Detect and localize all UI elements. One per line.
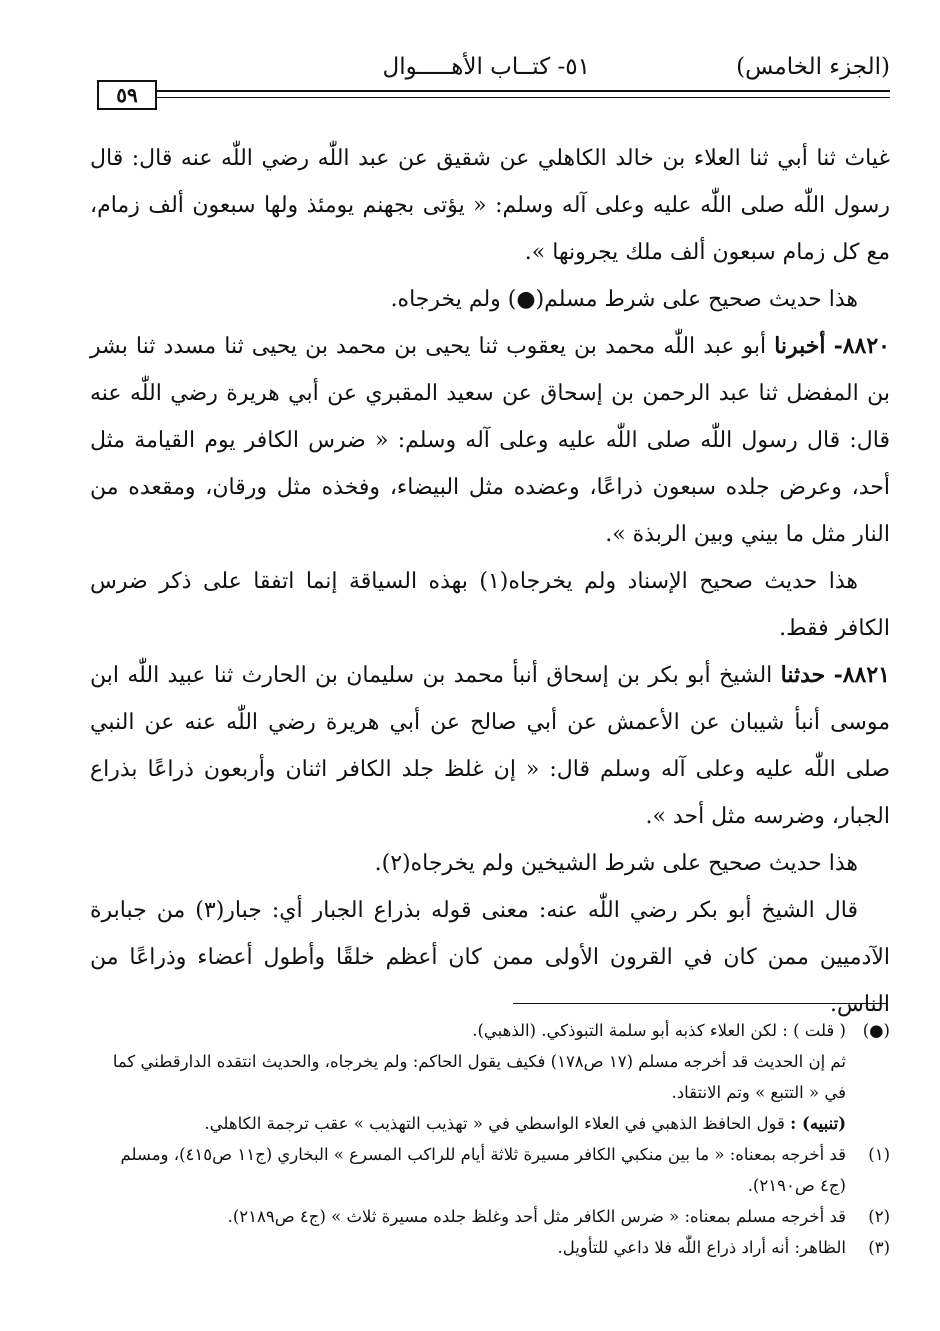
main-text [90, 135, 890, 1028]
footnotes [90, 1015, 890, 1263]
footnote: (٣) الظاهر: أنه أراد ذراع اللّٰه فلا داعي للتأويل. [90, 1232, 890, 1263]
footnote: (١) قد أخرجه بمعناه: « ما بين منكبي الكافر مسيرة ثلاثة أيام للراكب المسرع » البخاري (ج١١ ص٤١٥)، ومسلم (ج٤ ص٢١٩٠). [90, 1139, 890, 1201]
hadith-keyword: أخبرنا [774, 333, 826, 359]
footnote: (●) ( قلت ) : لكن العلاء كذبه أبو سلمة التبوذكي. (الذهبي). [90, 1015, 890, 1046]
footnote-separator [513, 1003, 886, 1004]
hadith-paragraph: ٨٨٢١- حدثنا الشيخ أبو بكر بن إسحاق أنبأ محمد بن سليمان بن الحارث ثنا عبيد اللّٰه ابن موسى أنبأ شيبان عن الأعمش عن أبي صالح عن أبي هريرة رضي اللّٰه عنه عن النبي صلى اللّٰه عليه وعلى آله وسلم قال: « إن غلظ جلد الكافر اثنان وأربعون ذراعًا بذراع الجبار، وضرسه مثل أحد ». [90, 662, 890, 829]
page-number: ٥٩ [97, 80, 157, 110]
header-rule-thin [157, 97, 890, 98]
hadith-keyword: حدثنا [780, 662, 826, 688]
paragraph: غياث ثنا أبي ثنا العلاء بن خالد الكاهلي عن شقيق عن عبد اللّٰه رضي اللّٰه عنه قال: قال رسول اللّٰه صلى اللّٰه عليه وعلى آله وسلم: « يؤتى بجهنم يومئذ ولها سبعون ألف زمام، مع كل زمام سبعون ألف ملك يجرونها ». [90, 146, 890, 265]
hadith-number: ٨٨٢١- [833, 662, 890, 688]
footnote-mark: (١) [868, 1145, 890, 1164]
footnote-mark: (٢) [868, 1207, 890, 1226]
footnote-continuation: ثم إن الحديث قد أخرجه مسلم (١٧ ص١٧٨) فكيف يقول الحاكم: ولم يخرجاه، والحديث انتقده الدارقطني كما في « التتبع » وتم الانتقاد. [112, 1052, 846, 1102]
book-title: ٥١- كتــاب الأهـــــوال [382, 54, 590, 80]
hadith-paragraph: ٨٨٢٠- أخبرنا أبو عبد اللّٰه محمد بن يعقوب ثنا يحيى بن محمد بن يحيى ثنا مسدد ثنا بشر بن المفضل ثنا عبد الرحمن بن إسحاق عن سعيد المقبري عن أبي هريرة رضي اللّٰه عنه قال: قال رسول اللّٰه صلى اللّٰه عليه وعلى آله وسلم: « ضرس الكافر يوم القيامة مثل أحد، وعرض جلده سبعون ذراعًا، وعضده مثل البيضاء، وفخذه مثل ورقان، ومقعده من النار مثل ما بيني وبين الربذة ». [90, 333, 890, 547]
note-label: (تنبيه) : [790, 1114, 846, 1133]
hadith-number: ٨٨٢٠- [833, 333, 890, 359]
running-header [96, 52, 890, 86]
footnote-note: (تنبيه) : قول الحافظ الذهبي في العلاء الواسطي في « تهذيب التهذيب » عقب ترجمة الكاهلي. [204, 1114, 846, 1133]
paragraph: هذا حديث صحيح على شرط مسلم(●) ولم يخرجاه. [390, 287, 858, 312]
paragraph: قال الشيخ أبو بكر رضي اللّٰه عنه: معنى قوله بذراع الجبار أي: جبار(٣) من جبابرة الآدميين ممن كان في القرون الأولى ممن كان أعظم خلقًا وأطول أعضاء وذراعًا من الناس. [90, 898, 890, 1017]
volume-label: (الجزء الخامس) [736, 54, 890, 80]
footnote-mark: (٣) [868, 1238, 890, 1257]
footnote: (٢) قد أخرجه مسلم بمعناه: « ضرس الكافر مثل أحد وغلظ جلده مسيرة ثلاث » (ج٤ ص٢١٨٩). [90, 1201, 890, 1232]
footnote-mark: (●) [862, 1021, 890, 1040]
header-rule [157, 90, 890, 92]
paragraph: هذا حديث صحيح على شرط الشيخين ولم يخرجاه(٢). [374, 851, 858, 876]
paragraph: هذا حديث صحيح الإسناد ولم يخرجاه(١) بهذه السياقة إنما اتفقا على ذكر ضرس الكافر فقط. [90, 569, 890, 641]
